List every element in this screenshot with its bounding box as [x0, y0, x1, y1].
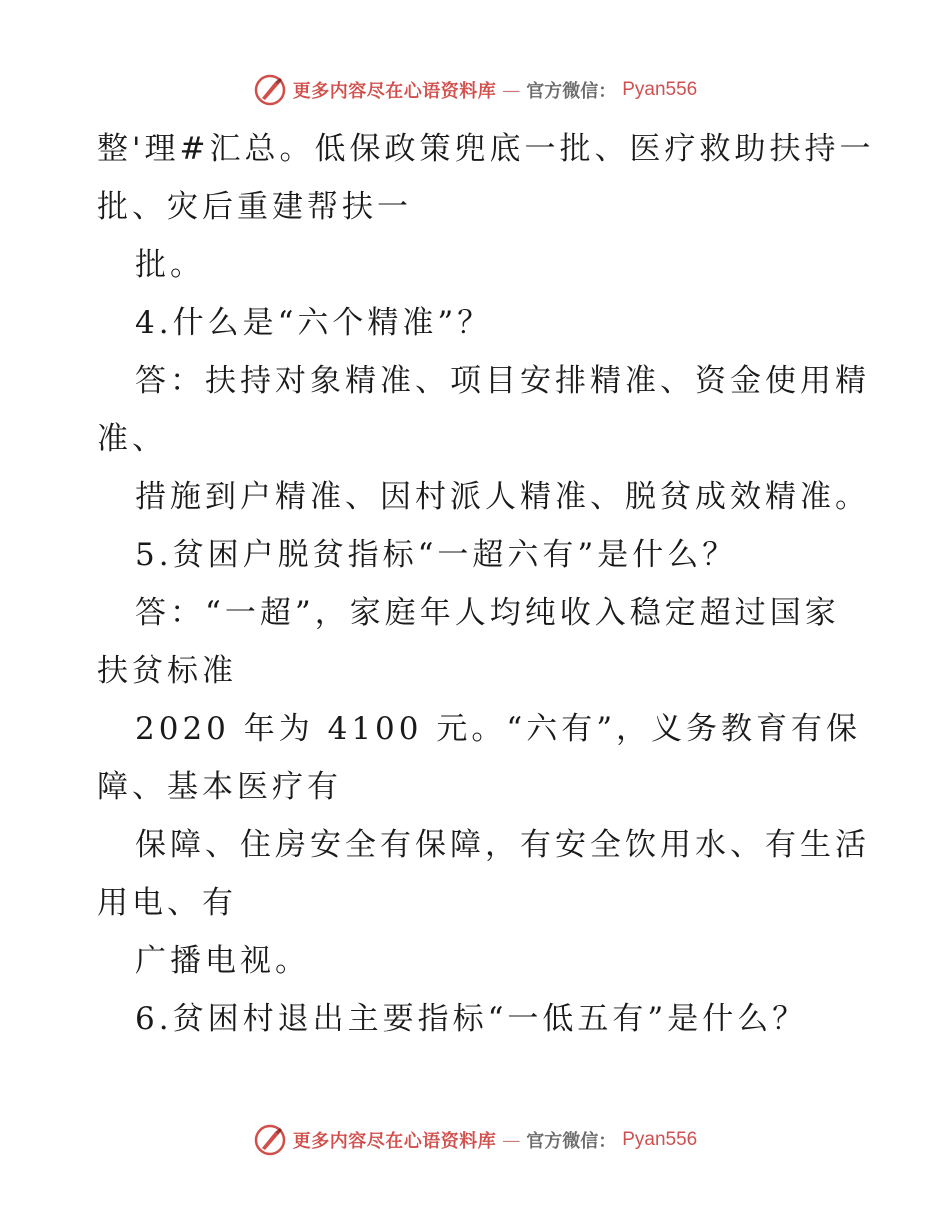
watermark-footer [0, 1120, 950, 1160]
watermark-site-text: 更多内容尽在心语资料库 [292, 81, 497, 102]
question-heading: 6.贫困村退出主要指标“一低五有”是什么？ [135, 1001, 808, 1037]
body-line: 措施到户精准、因村派人精准、脱贫成效精准。 [135, 479, 870, 515]
answer-line: 答：“一超”，家庭年人均纯收入稳定超过国家 [135, 595, 840, 631]
quill-pen-seal-icon [253, 1123, 287, 1157]
quill-pen-seal-icon [253, 73, 287, 107]
body-line: 保障、住房安全有保障，有安全饮用水、有生活 [135, 827, 870, 863]
body-line: 准、 [97, 421, 167, 457]
watermark-official-label: 官方微信： [526, 1131, 617, 1152]
body-line: 障、基本医疗有 [97, 769, 342, 805]
body-line: 扶贫标准 [97, 653, 237, 689]
document-body [97, 120, 875, 1048]
body-line: 整'理#汇总。低保政策兜底一批、医疗救助扶持一 [97, 131, 875, 167]
watermark-site-text: 更多内容尽在心语资料库 [292, 1131, 497, 1152]
watermark-separator: — [502, 79, 521, 101]
body-line: 2020 年为 4100 元。“六有”，义务教育有保 [135, 711, 862, 747]
watermark-separator: — [502, 1129, 521, 1151]
body-line: 批。 [135, 247, 205, 283]
body-line: 批、灾后重建帮扶一 [97, 189, 412, 225]
question-heading: 5.贫困户脱贫指标“一超六有”是什么？ [135, 537, 738, 573]
body-line: 广播电视。 [135, 943, 310, 979]
question-heading: 4.什么是“六个精准”？ [135, 305, 493, 341]
watermark-header [0, 70, 950, 110]
watermark-wechat-id: Pyan556 [622, 79, 698, 100]
answer-line: 答：扶持对象精准、项目安排精准、资金使用精 [135, 363, 870, 399]
watermark-official-label: 官方微信： [526, 81, 617, 102]
watermark-wechat-id: Pyan556 [622, 1129, 698, 1150]
body-line: 用电、有 [97, 885, 237, 921]
